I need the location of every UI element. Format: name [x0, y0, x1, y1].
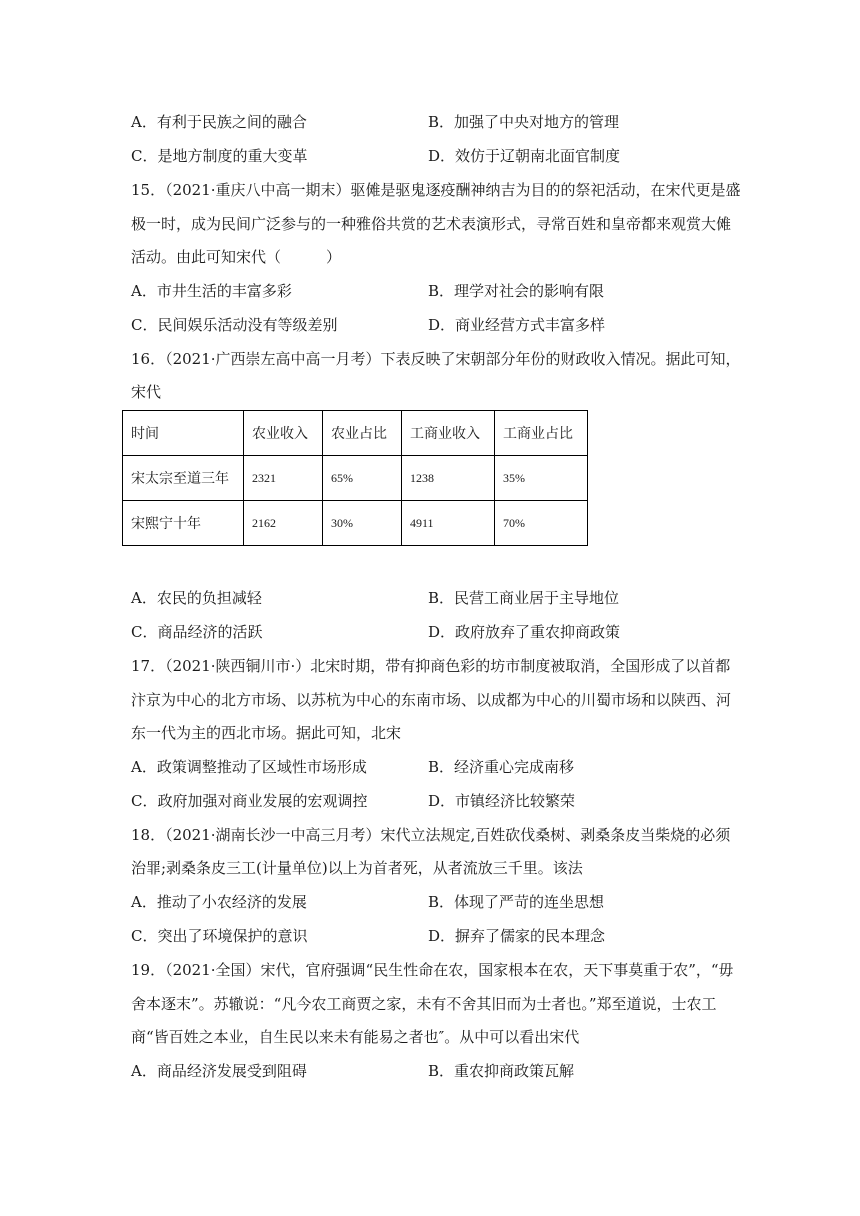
table-row: [123, 456, 588, 501]
q18-option-b[interactable]: B．体现了严苛的连坐思想: [428, 893, 605, 911]
q19-option-b[interactable]: B．重农抑商政策瓦解: [428, 1062, 575, 1080]
table-cell: 2321: [244, 456, 323, 501]
q14-option-c[interactable]: C．是地方制度的重大变革: [131, 147, 308, 165]
q16-option-b[interactable]: B．民营工商业居于主导地位: [428, 589, 620, 607]
q15-option-b[interactable]: B．理学对社会的影响有限: [428, 282, 605, 300]
q16-stem-line: 宋代: [131, 383, 162, 401]
table-header-cell: 农业收入: [244, 411, 323, 456]
q17-option-c[interactable]: C．政府加强对商业发展的宏观调控: [131, 792, 368, 810]
q18-stem-line: 治罪;剥桑条皮三工(计量单位)以上为首者死，从者流放三千里。该法: [131, 859, 583, 877]
q16-stem-line: 16．（2021·广西崇左高中高一月考）下表反映了宋朝部分年份的财政收入情况。据此可知，: [131, 350, 741, 368]
q19-stem-line: 舍本逐末”。苏辙说：“凡今农工商贾之家，未有不舍其旧而为士者也。”郑至道说，士农工: [131, 995, 717, 1013]
q17-option-a[interactable]: A．政策调整推动了区域性市场形成: [131, 758, 367, 776]
q17-option-b[interactable]: B．经济重心完成南移: [428, 758, 575, 776]
q17-stem-line: 汴京为中心的北方市场、以苏杭为中心的东南市场、以成都为中心的川蜀市场和以陕西、河: [131, 691, 732, 709]
table-header-cell: 工商业占比: [495, 411, 588, 456]
q15-stem-line: 极一时，成为民间广泛参与的一种雅俗共赏的艺术表演形式，寻常百姓和皇帝都来观赏大傩: [131, 215, 732, 233]
q17-stem-line: 17．（2021·陕西铜川市·）北宋时期，带有抑商色彩的坊市制度被取消，全国形成了以首都: [131, 657, 731, 675]
table-row: [123, 501, 588, 546]
q16-option-c[interactable]: C．商品经济的活跃: [131, 623, 263, 641]
table-cell: 宋太宗至道三年: [123, 456, 244, 501]
table-header-row: [123, 411, 588, 456]
table-cell: 35%: [495, 456, 588, 501]
q15-stem-line: 15．（2021·重庆八中高一期末）驱傩是驱鬼逐疫酬神纳吉为目的的祭祀活动，在宋代更是盛: [131, 181, 741, 199]
q15-option-d[interactable]: D．商业经营方式丰富多样: [428, 316, 606, 334]
q18-option-c[interactable]: C．突出了环境保护的意识: [131, 927, 308, 945]
q19-option-a[interactable]: A．商品经济发展受到阻碍: [131, 1062, 307, 1080]
table-cell: 4911: [402, 501, 495, 546]
table-header-cell: 工商业收入: [402, 411, 495, 456]
q19-stem-line: 19．（2021·全国）宋代，官府强调“民生性命在农，国家根本在农，天下事莫重于农”，“毋: [131, 961, 734, 979]
table-cell: 2162: [244, 501, 323, 546]
q18-option-a[interactable]: A．推动了小农经济的发展: [131, 893, 307, 911]
table-cell: 1238: [402, 456, 495, 501]
q15-stem-line: 活动。由此可知宋代（ ）: [131, 248, 342, 266]
table-header-cell: 时间: [123, 411, 244, 456]
q18-stem-line: 18．（2021·湖南长沙一中高三月考）宋代立法规定,百姓砍伐桑树、剥桑条皮当柴烧的必须: [131, 826, 731, 844]
q16-option-a[interactable]: A．农民的负担减轻: [131, 589, 262, 607]
table-cell: 宋熙宁十年: [123, 501, 244, 546]
q14-option-a[interactable]: A．有利于民族之间的融合: [131, 113, 307, 131]
revenue-table: [122, 410, 588, 546]
q15-option-c[interactable]: C．民间娱乐活动没有等级差别: [131, 316, 338, 334]
table-cell: 65%: [323, 456, 402, 501]
q16-option-d[interactable]: D．政府放弃了重农抑商政策: [428, 623, 621, 641]
q14-option-b[interactable]: B．加强了中央对地方的管理: [428, 113, 620, 131]
table-header-cell: 农业占比: [323, 411, 402, 456]
q19-stem-line: 商“皆百姓之本业，自生民以来未有能易之者也″。从中可以看出宋代: [131, 1028, 580, 1046]
q15-option-a[interactable]: A．市井生活的丰富多彩: [131, 282, 292, 300]
q18-option-d[interactable]: D．摒弃了儒家的民本理念: [428, 927, 606, 945]
table-cell: 30%: [323, 501, 402, 546]
q17-option-d[interactable]: D．市镇经济比较繁荣: [428, 792, 576, 810]
q17-stem-line: 东一代为主的西北市场。据此可知，北宋: [131, 724, 402, 742]
table-cell: 70%: [495, 501, 588, 546]
q14-option-d[interactable]: D．效仿于辽朝南北面官制度: [428, 147, 621, 165]
